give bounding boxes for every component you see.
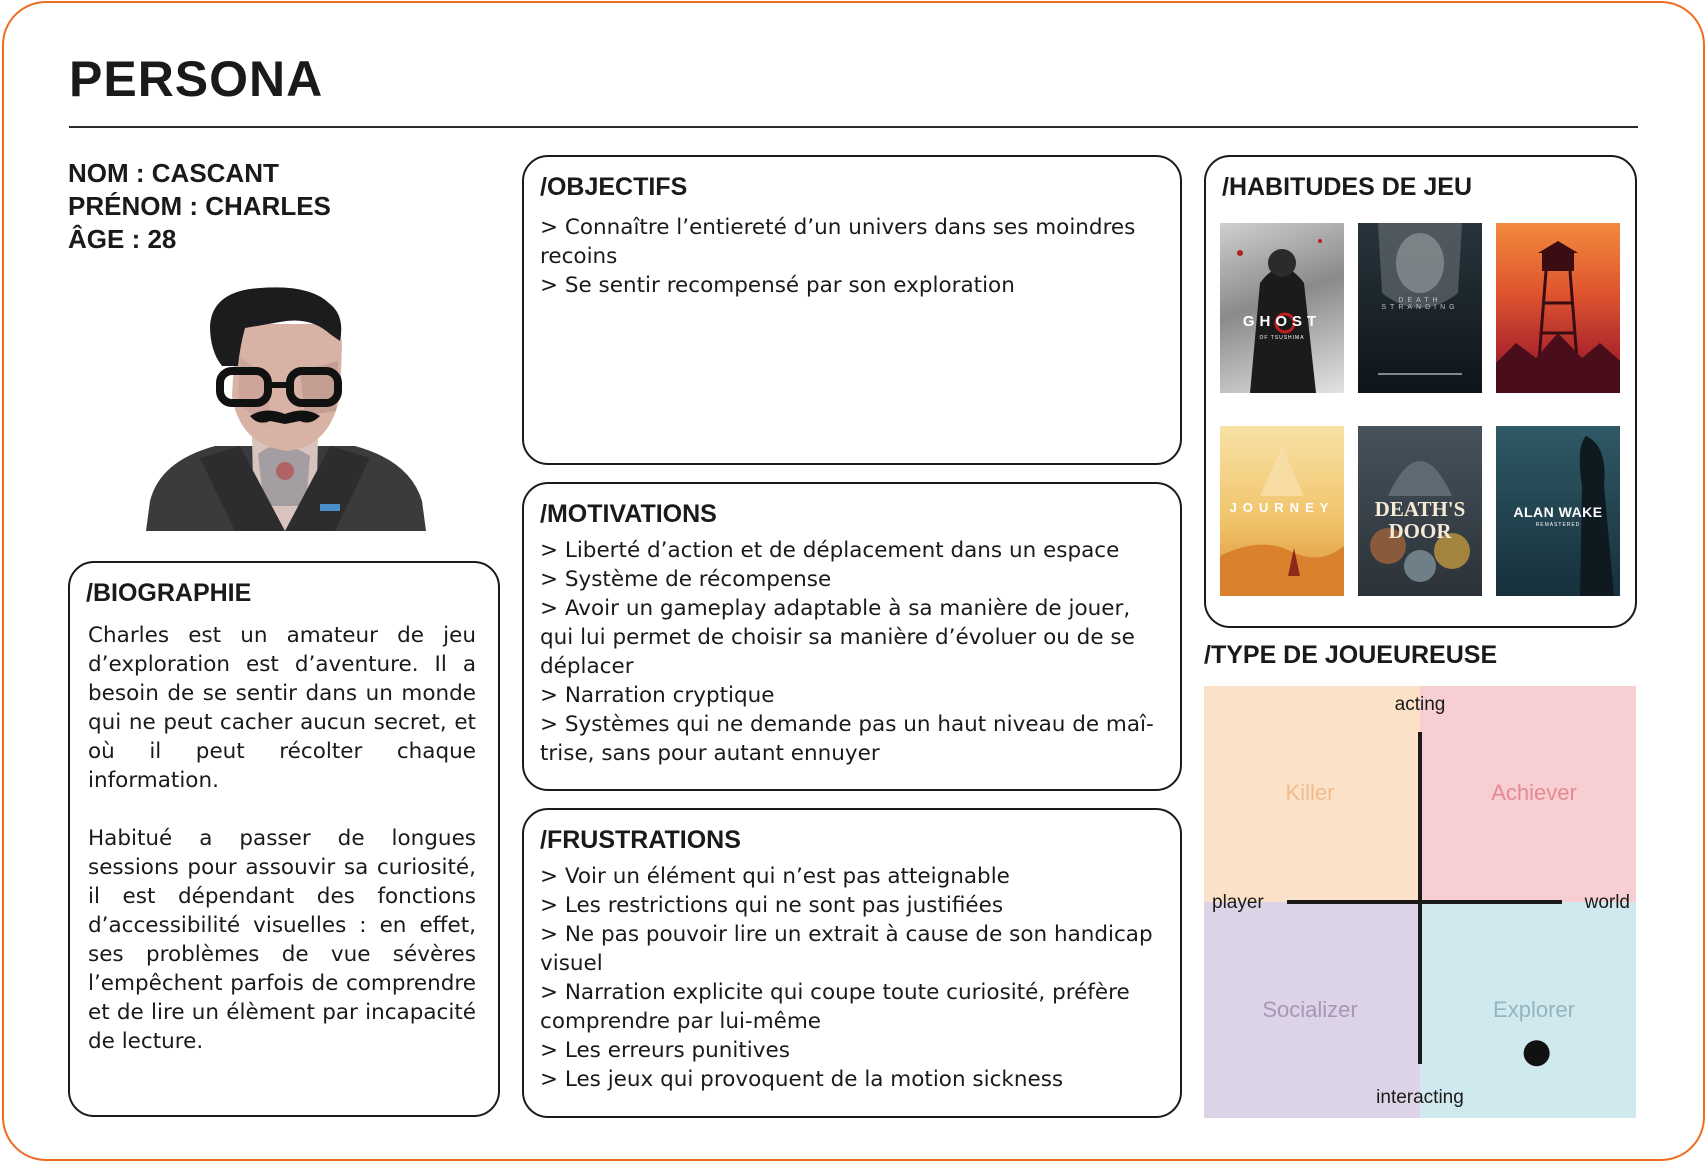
game-subtitle: OF TSUSHIMA (1259, 335, 1305, 341)
motivations-list (540, 536, 1164, 768)
title-divider (69, 126, 1638, 128)
game-title: ALAN WAKE (1513, 504, 1603, 520)
list-item: > Les jeux qui provoquent de la motion sickness (540, 1067, 1064, 1092)
biography-text (88, 621, 476, 1056)
objectives-card (522, 155, 1182, 465)
page-title: PERSONA (69, 51, 324, 107)
identity-lastname: NOM : CASCANT (68, 158, 279, 188)
list-item: > Narration explicite qui coupe toute curiosité, préfère comprendre par lui-même (540, 980, 1130, 1034)
biography-paragraph: Charles est un amateur de jeu d’exploration est d’aventure. Il a besoin de se sentir dans un monde qui ne peut cacher aucun secret, et où il peut récolter chaque information. (88, 623, 476, 793)
motivations-card (522, 482, 1182, 791)
quadrant-label-killer: Killer (1285, 780, 1335, 805)
identity-age: ÂGE : 28 (68, 224, 177, 254)
axis-label-interacting: interacting (1376, 1087, 1464, 1108)
ghost-of-tsushima-cover (1220, 223, 1344, 393)
list-item: > Connaître l’entiereté d’un univers dans ses moindres recoins (540, 215, 1136, 269)
axis-label-world: world (1584, 892, 1630, 913)
list-item: > Les erreurs punitives (540, 1038, 790, 1063)
frustrations-heading: /FRUSTRATIONS (540, 826, 741, 854)
list-item: > Systèmes qui ne demande pas un haut niveau de maî-trise, sans pour autant ennuyer (540, 712, 1154, 766)
player-position-marker (1524, 1040, 1550, 1066)
objectives-heading: /OBJECTIFS (540, 173, 688, 201)
frustrations-card (522, 808, 1182, 1118)
axis-label-player: player (1212, 892, 1264, 913)
identity-firstname: PRÉNOM : CHARLES (68, 191, 331, 221)
quadrant-label-achiever: Achiever (1491, 780, 1577, 805)
biography-heading: /BIOGRAPHIE (86, 579, 252, 607)
ghost-of-tsushima-art (1220, 223, 1344, 393)
game-title: JOURNEY (1229, 500, 1335, 515)
list-item: > Système de récompense (540, 567, 832, 592)
fire-tower-icon (1496, 223, 1620, 393)
biography-paragraph: Habitué a passer de longues sessions pour assouvir sa curiosité, il est dépendant des fonctions d’accessibilité visuelles : en effet, ses problèmes de vue sévères l’empêchent parfois de comprendre et de lire un élèment par incapacité de lecture. (88, 826, 476, 1054)
biography-card (68, 561, 500, 1117)
frustrations-list (540, 862, 1164, 1094)
motivations-heading: /MOTIVATIONS (540, 500, 717, 528)
list-item: > Narration cryptique (540, 683, 775, 708)
deaths-door-cover (1358, 426, 1482, 596)
death-stranding-cover (1358, 223, 1482, 393)
list-item: > Se sentir recompensé par son exploration (540, 273, 1015, 298)
list-item: > Liberté d’action et de déplacement dans un espace (540, 538, 1120, 563)
objectives-list (540, 213, 1164, 300)
gaming-habits-card (1204, 155, 1637, 628)
player-type-heading: /TYPE DE JOUEUREUSE (1204, 641, 1498, 669)
gaming-habits-heading: /HABITUDES DE JEU (1222, 173, 1473, 201)
quadrant-label-explorer: Explorer (1493, 997, 1575, 1022)
journey-cover (1220, 426, 1344, 596)
game-title: DEATH STRANDING (1381, 297, 1459, 311)
quadrant-label-socializer: Socializer (1262, 997, 1358, 1022)
avatar (140, 286, 430, 531)
axis-label-acting: acting (1394, 694, 1446, 715)
list-item: > Voir un élément qui n’est pas atteignable (540, 864, 1010, 889)
list-item: > Avoir un gameplay adaptable à sa manière de jouer, qui lui permet de choisir sa manière d’évoluer ou de se déplacer (540, 596, 1135, 679)
firewatch-cover (1496, 223, 1620, 393)
game-title: DEATH'S DOOR (1374, 497, 1466, 543)
list-item: > Les restrictions qui ne sont pas justifiées (540, 893, 1004, 918)
game-title: GHOST (1242, 313, 1322, 330)
player-type-chart (1204, 686, 1636, 1118)
game-subtitle: REMASTERED (1535, 522, 1581, 528)
list-item: > Ne pas pouvoir lire un extrait à cause de son handicap visuel (540, 922, 1153, 976)
alan-wake-cover (1496, 426, 1620, 596)
